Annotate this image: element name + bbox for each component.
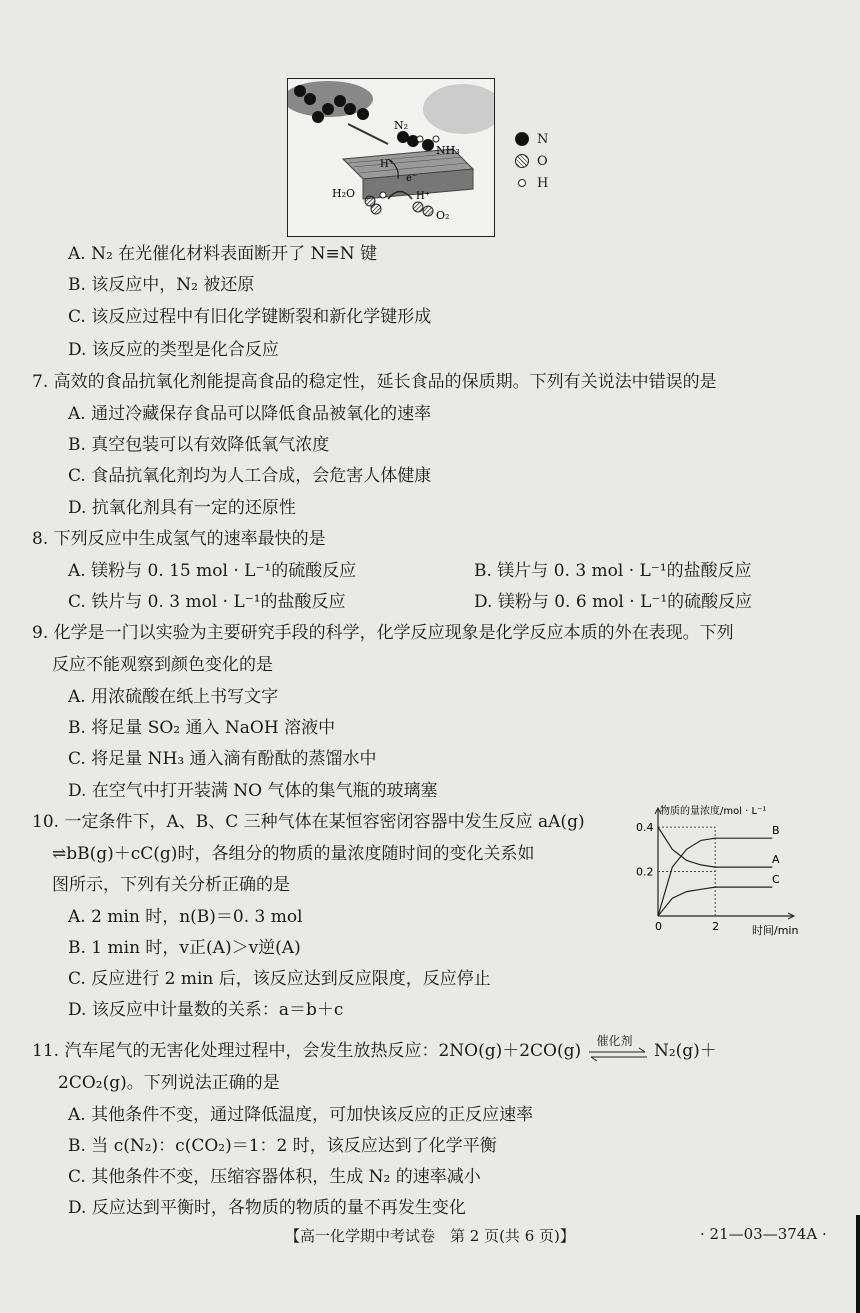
q6-option-a: A. N₂ 在光催化材料表面断开了 N≡N 键 bbox=[68, 244, 377, 264]
label-h2o: H₂O bbox=[332, 187, 356, 200]
q9-stem-line-2: 反应不能观察到颜色变化的是 bbox=[52, 655, 273, 675]
q8-option-d: D. 镁粉与 0. 6 mol · L⁻¹的硫酸反应 bbox=[474, 592, 753, 612]
q11-stem-start: 11. 汽车尾气的无害化处理过程中，会发生放热反应：2NO(g)＋2CO(g) bbox=[32, 1041, 582, 1061]
photocatalysis-figure bbox=[287, 78, 495, 237]
y-tick-label: 0.2 bbox=[636, 865, 654, 879]
q11-stem-line-1 bbox=[32, 1033, 717, 1062]
label-electron: e⁻ bbox=[406, 173, 418, 184]
y-tick-label: 0.4 bbox=[636, 821, 654, 835]
legend-label-h: H bbox=[537, 175, 549, 191]
q11-option-d: D. 反应达到平衡时，各物质的物质的量不再发生变化 bbox=[68, 1198, 466, 1218]
series-label-c: C bbox=[772, 873, 780, 887]
q7-option-c: C. 食品抗氧化剂均为人工合成，会危害人体健康 bbox=[68, 466, 432, 486]
chart-xlabel: 时间/min bbox=[752, 924, 799, 937]
legend-item-o bbox=[515, 150, 548, 172]
nitrogen-atom-icon bbox=[515, 132, 529, 146]
label-nh3: NH₃ bbox=[436, 144, 460, 157]
q11-stem-line-2: 2CO₂(g)。下列说法正确的是 bbox=[58, 1073, 280, 1093]
q10-stem-line-1: 10. 一定条件下，A、B、C 三种气体在某恒容密闭容器中发生反应 aA(g) bbox=[32, 812, 585, 832]
q10-option-d: D. 该反应中计量数的关系：a＝b＋c bbox=[68, 1000, 344, 1020]
q9-option-b: B. 将足量 SO₂ 通入 NaOH 溶液中 bbox=[68, 718, 336, 738]
q7-option-d: D. 抗氧化剂具有一定的还原性 bbox=[68, 498, 296, 518]
q8-option-a: A. 镁粉与 0. 15 mol · L⁻¹的硫酸反应 bbox=[68, 561, 357, 581]
q9-option-c: C. 将足量 NH₃ 通入滴有酚酞的蒸馏水中 bbox=[68, 749, 377, 769]
oxygen-atom-icon bbox=[515, 154, 529, 168]
label-o2: O₂ bbox=[436, 209, 450, 222]
q9-option-d: D. 在空气中打开装满 NO 气体的集气瓶的玻璃塞 bbox=[68, 781, 438, 801]
legend-item-n bbox=[515, 128, 548, 150]
q9-option-a: A. 用浓硫酸在纸上书写文字 bbox=[68, 687, 279, 707]
chart-svg bbox=[630, 800, 830, 940]
chart-ylabel: 物质的量浓度/mol · L⁻¹ bbox=[660, 806, 767, 817]
footer-page-info: 【高一化学期中考试卷 第 2 页(共 6 页)】 bbox=[285, 1227, 575, 1245]
q10-option-b: B. 1 min 时，v正(A)＞v逆(A) bbox=[68, 938, 301, 958]
figure-legend bbox=[515, 128, 548, 194]
q11-option-c: C. 其他条件不变，压缩容器体积，生成 N₂ 的速率减小 bbox=[68, 1167, 481, 1187]
series-label-a: A bbox=[772, 853, 780, 867]
hydrogen-atom-icon bbox=[518, 179, 526, 187]
q7-stem: 7. 高效的食品抗氧化剂能提高食品的稳定性，延长食品的保质期。下列有关说法中错误的是 bbox=[32, 372, 717, 392]
q9-stem-line-1: 9. 化学是一门以实验为主要研究手段的科学，化学反应现象是化学反应本质的外在表现。下列 bbox=[32, 623, 734, 643]
q8-option-b: B. 镁片与 0. 3 mol · L⁻¹的盐酸反应 bbox=[474, 561, 752, 581]
x-tick-label: 0 bbox=[655, 920, 662, 933]
photocatalysis-diagram bbox=[288, 79, 494, 236]
q11-option-b: B. 当 c(N₂)：c(CO₂)＝1：2 时，该反应达到了化学平衡 bbox=[68, 1136, 497, 1156]
catalyst-label: 催化剂 bbox=[596, 1033, 633, 1048]
q7-option-a: A. 通过冷藏保存食品可以降低食品被氧化的速率 bbox=[68, 404, 432, 424]
series-label-b: B bbox=[772, 824, 780, 838]
q10-stem-line-2: ⇌bB(g)＋cC(g)时，各组分的物质的量浓度随时间的变化关系如 bbox=[52, 844, 535, 864]
q6-option-b: B. 该反应中，N₂ 被还原 bbox=[68, 275, 255, 295]
q11-option-a: A. 其他条件不变，通过降低温度，可加快该反应的正反应速率 bbox=[68, 1105, 534, 1125]
q7-option-b: B. 真空包装可以有效降低氧气浓度 bbox=[68, 435, 330, 455]
q6-option-c: C. 该反应过程中有旧化学键断裂和新化学键形成 bbox=[68, 307, 432, 327]
equilibrium-arrow-icon bbox=[587, 1046, 649, 1066]
label-n2: N₂ bbox=[394, 119, 409, 132]
q6-option-d: D. 该反应的类型是化合反应 bbox=[68, 340, 279, 360]
q10-option-a: A. 2 min 时，n(B)＝0. 3 mol bbox=[68, 907, 303, 927]
q8-stem: 8. 下列反应中生成氢气的速率最快的是 bbox=[32, 529, 326, 549]
legend-item-h bbox=[515, 172, 548, 194]
x-tick-label: 2 bbox=[712, 920, 720, 933]
footer-code: · 21—03—374A · bbox=[700, 1225, 827, 1243]
q10-option-c: C. 反应进行 2 min 后，该反应达到反应限度，反应停止 bbox=[68, 969, 491, 989]
scan-edge bbox=[856, 1215, 860, 1313]
concentration-time-chart bbox=[630, 800, 830, 940]
legend-label-n: N bbox=[537, 131, 549, 147]
series-line-b bbox=[658, 838, 772, 916]
q11-stem-end: N₂(g)＋ bbox=[653, 1041, 717, 1061]
catalyst-arrow bbox=[587, 1033, 649, 1062]
q10-stem-line-3: 图所示，下列有关分析正确的是 bbox=[52, 875, 290, 895]
q8-option-c: C. 铁片与 0. 3 mol · L⁻¹的盐酸反应 bbox=[68, 592, 346, 612]
label-h-plus-bottom: H⁺ bbox=[416, 191, 430, 202]
label-h-plus-top: H⁺ bbox=[380, 159, 394, 170]
legend-label-o: O bbox=[537, 153, 548, 169]
